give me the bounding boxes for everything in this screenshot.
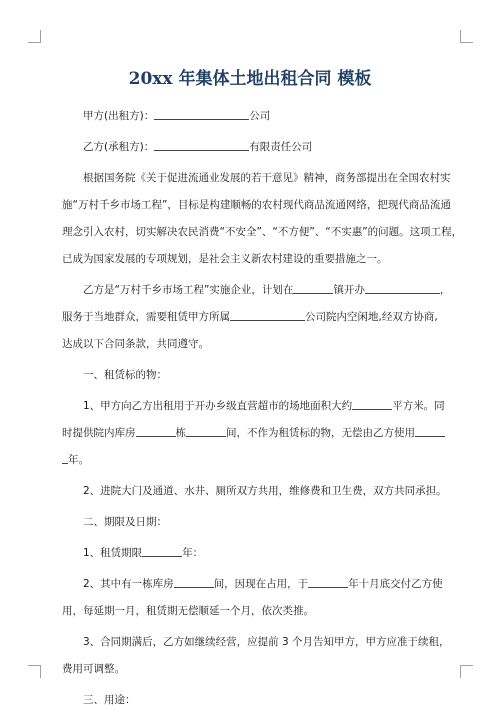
occupied-room-blank [174,576,214,588]
item2-2-line-1 [62,576,443,593]
item2-1-text-b: 年： [182,547,204,559]
item1-2-line: 2、进院大门及通道、水井、厕所双方共用，维修费和卫生费，双方共同承担。 [83,485,447,497]
para2-line-1 [62,282,451,299]
crop-mark-top-right [460,30,473,43]
item2-2-text-a: 2、其中有一栋库房 [83,578,174,590]
item1-1-line-3 [62,452,440,469]
intro-line-3: 理念引入农村，切实解决农民消费“不安全”、“不方便”、“不实惠”的问题。这项工程， [62,226,463,238]
crop-mark-bottom-left [28,665,41,678]
item1-1-text-b: 平方米。同 [392,400,445,412]
item2-3-line-2: 费用可调整。 [62,663,125,675]
party-b-name-blank [154,139,249,151]
party-a-line [62,108,440,125]
para2-line-2 [62,309,440,326]
item2-3-line-1: 3、合同期满后，乙方如继续经营，应提前 3 个月告知甲方，甲方应准于续租， [83,636,450,648]
section-3-heading: 三、用途： [83,694,136,706]
party-b-line [62,139,440,156]
years-free-blank [415,425,445,437]
room-count-blank [186,425,226,437]
para2-text-a: 乙方是“万村千乡市场工程”实施企业，计划在 [83,284,294,296]
para2-text-b: 镇开办 [333,284,365,296]
item1-1-line2-a: 时提供院内库房 [62,427,136,439]
item2-2-text-c: 年十月底交付乙方使 [348,578,443,590]
contract-body [62,108,463,709]
party-b-label: 乙方(承租方)： [83,141,155,153]
para2-text-c: ， [439,284,451,296]
para2-line2-a: 服务于当地群众，需要租赁甲方所属 [62,311,230,323]
town-blank [293,282,333,294]
party-a-name-blank [154,108,249,120]
item2-1-line [62,545,440,562]
item1-1-line3: 年。 [68,454,89,466]
section-1-heading: 一、租赁标的物： [83,369,167,381]
intro-line-4: 已成为国家发展的专项规划，是社会主义新农村建设的重要措施之一。 [62,253,388,265]
area-blank [352,398,392,410]
item1-1-line-1 [62,398,445,415]
intro-line-2: 施“万村千乡市场工程”，目标是构建顺畅的农村现代商品流通网络，把现代商品流通 [62,199,451,211]
para2-line2-b: 公司院内空闲地,经双方协商, [305,311,438,323]
section-2-heading: 二、期限及日期： [83,516,167,528]
item2-1-text-a: 1、租赁期限 [83,547,143,559]
lease-term-blank [142,545,182,557]
document-title: 20xx 年集体土地出租合同 模板 [128,69,372,89]
para2-line-3: 达成以下合同条款，共同遵守。 [62,338,209,350]
intro-line-1: 根据国务院《关于促进流通业发展的若干意见》精神，商务部提出在全国农村实 [83,172,451,184]
delivery-year-blank [308,576,348,588]
company-blank [230,309,305,321]
party-a-suffix: 公司 [249,110,271,122]
party-a-label: 甲方(出租方)： [83,110,155,122]
item1-1-text-a: 1、甲方向乙方出租用于开办乡级直营超市的场地面积大约 [83,400,353,412]
item1-1-line2-c: 间，不作为租赁标的物，无偿由乙方使用 [226,427,415,439]
item2-2-line-2: 用，每延期一月，租赁期无偿顺延一个月，依次类推。 [62,605,314,617]
store-name-blank [365,282,440,294]
crop-mark-bottom-right [460,665,473,678]
crop-mark-top-left [28,30,41,43]
item1-1-line-2 [62,425,440,442]
party-b-suffix: 有限责任公司 [249,141,313,153]
item1-1-line2-b: 栋 [175,427,186,439]
warehouse-count-blank [136,425,176,437]
item2-2-text-b: 间，因现在占用，于 [213,578,309,590]
